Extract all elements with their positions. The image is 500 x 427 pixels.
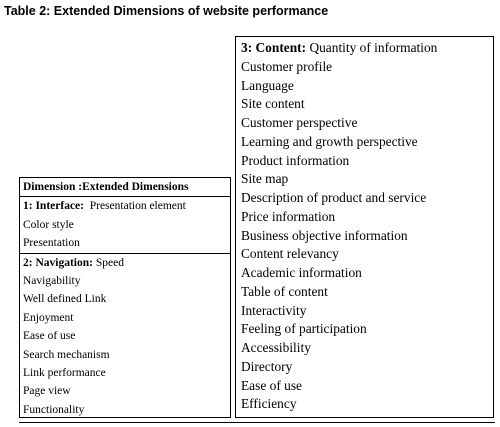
list-item: Page view <box>23 385 71 398</box>
content-dimension-table <box>235 36 494 418</box>
list-item: Feeling of participation <box>241 321 367 337</box>
list-item: Ease of use <box>23 330 76 343</box>
list-item: Navigability <box>23 274 81 287</box>
list-item: Customer perspective <box>241 115 358 130</box>
list-item: Content relevancy <box>241 246 339 262</box>
interface-section <box>20 196 230 252</box>
table-header <box>20 178 230 196</box>
bottom-rule <box>19 422 495 423</box>
list-item: Business objective information <box>241 227 408 243</box>
header-text: Dimension :Extended Dimensions <box>23 181 189 193</box>
section-heading-bold: 2: Navigation: <box>23 256 93 269</box>
list-item: Efficiency <box>241 396 297 412</box>
list-item: Functionality <box>23 403 85 416</box>
list-item: Table of content <box>241 283 328 299</box>
list-item: Product information <box>241 152 350 168</box>
list-item: Accessibility <box>241 340 311 355</box>
list-item: Presentation <box>23 237 80 250</box>
list-item: Well defined Link <box>23 293 107 306</box>
list-item: Search mechanism <box>23 348 110 361</box>
list-item: Site map <box>241 171 289 187</box>
list-item: Description of product and service <box>241 190 427 205</box>
left-dimension-table <box>19 177 231 418</box>
list-item: Academic information <box>241 265 362 280</box>
list-item: Enjoyment <box>23 311 74 324</box>
section-heading <box>20 197 230 215</box>
section-heading <box>20 254 230 272</box>
section-heading-rest: Quantity of information <box>306 40 438 55</box>
navigation-section <box>20 253 230 420</box>
list-item: Interactivity <box>241 302 307 318</box>
list-item: Color style <box>23 218 74 231</box>
list-item: Site content <box>241 96 305 112</box>
list-item: Customer profile <box>241 58 333 74</box>
list-item: Link performance <box>23 366 106 379</box>
list-item: Directory <box>241 358 293 374</box>
list-item: Language <box>241 77 294 93</box>
list-item: Ease of use <box>241 377 302 393</box>
list-item: Learning and growth perspective <box>241 133 418 149</box>
section-heading-rest: Speed <box>92 256 124 269</box>
table-title: Table 2: Extended Dimensions of website performance <box>4 4 329 18</box>
list-item: Price information <box>241 208 336 224</box>
section-heading-bold: 3: Content: <box>241 40 307 55</box>
section-heading-rest: Presentation element <box>83 200 186 213</box>
section-heading-bold: 1: Interface: <box>23 200 84 213</box>
section-heading <box>236 39 493 58</box>
